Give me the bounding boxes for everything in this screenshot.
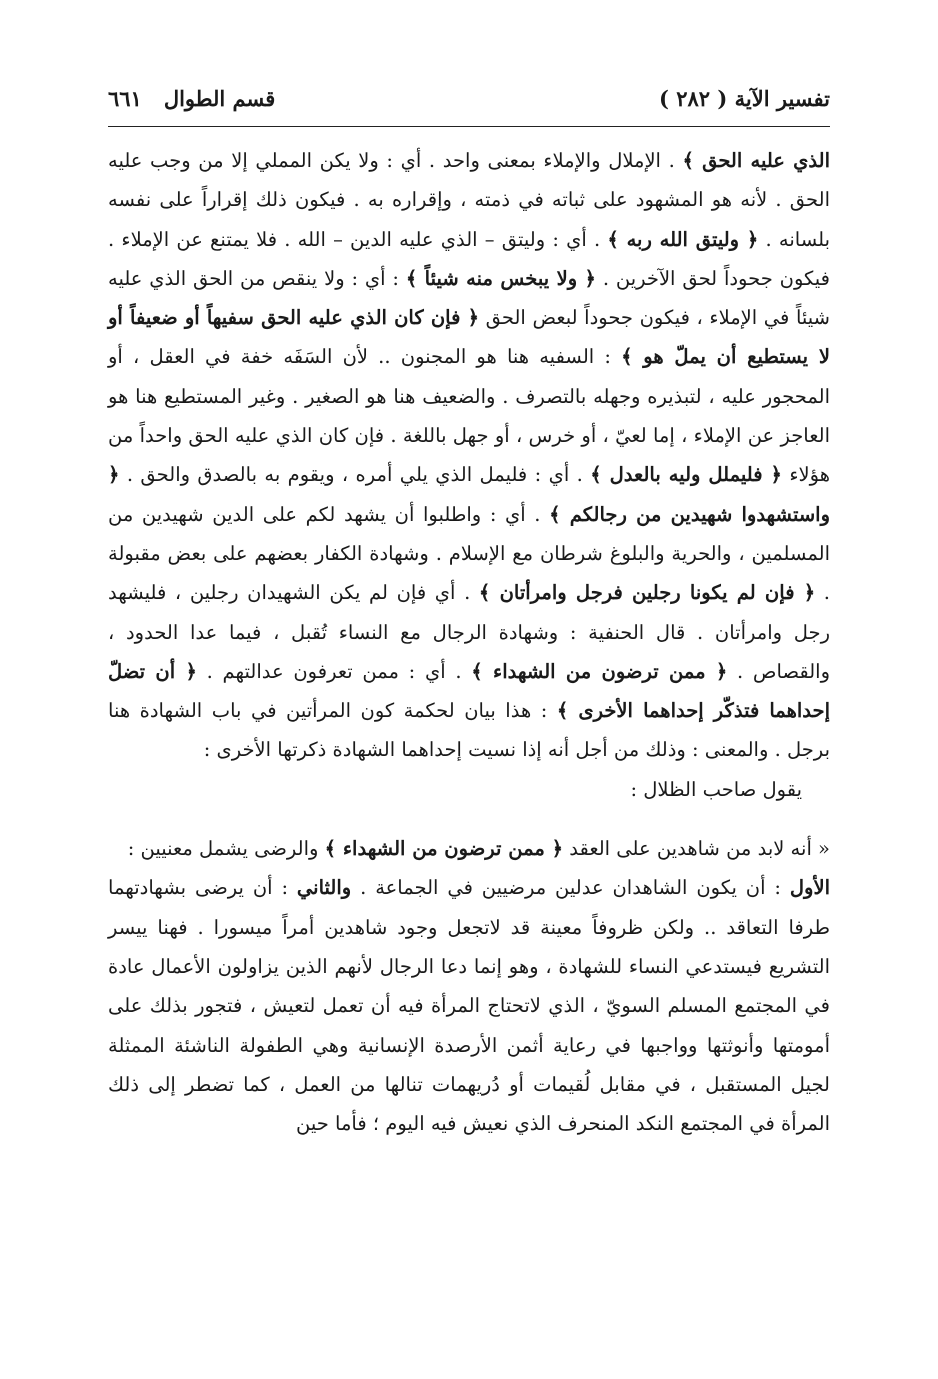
paragraph-2: يقول صاحب الظلال : [630, 777, 802, 801]
page-number: ٦٦١ [108, 86, 142, 111]
text-span: . أي : فليمل الذي يلي أمره ، ويقوم به بالصدق والحق . [119, 463, 591, 487]
bold-span: ﴿ ولا يبخس منه شيئاً ﴾ [405, 266, 596, 290]
chapter-title: تفسير الآية ( ٢٨٢ ) [658, 86, 830, 111]
bold-span: ﴿ فليملل وليه بالعدل ﴾ [590, 463, 782, 487]
paragraph-1 [108, 141, 830, 770]
header-left [108, 86, 275, 111]
section-title: قسم الطوال [163, 86, 276, 111]
text-span: والرضى يشمل معنيين : [127, 837, 325, 861]
quote-gap [108, 809, 830, 829]
text-span: : هذا بيان لحكمة كون المرأتين في باب الشهادة هنا برجل . والمعنى : وذلك من أجل أنه إذا نسيت إحداهما الشهادة ذكرتها الأخرى : [108, 699, 830, 762]
header-rule [108, 126, 830, 127]
text-span: . أي : وليتق – الذي عليه الدين – الله . فلا يمتنع عن الإملاء . فيكون جحوداً لحق الآخرين . [108, 227, 830, 290]
bold-span: ﴿ فإن لم يكونا رجلين فرجل وامرأتان ﴾ [478, 581, 816, 605]
text-span: . أي : ممن تعرفون عدالتهم . [196, 659, 472, 683]
paragraph-4 [108, 868, 830, 1143]
bold-span: ﴿ فإن كان الذي عليه الحق سفيهاً أو ضعيفاً أو لا يستطيع أن يملّ هو ﴾ [108, 306, 830, 369]
paragraph-3 [108, 829, 830, 868]
book-page [108, 86, 830, 1143]
bold-span: والثاني [296, 876, 352, 900]
text-span: . أي فإن لم يكن الشهيدان رجلين ، فليشهد رجل وامرأتان . قال الحنفية : وشهادة الرجال مع النساء تُقبل ، فيما عدا الحدود ، والقصاص . [108, 581, 830, 683]
text-span: . أي : واطلبوا أن يشهد لكم على الدين شهيدين من المسلمين ، والحرية والبلوغ شرطان مع الإسلام . وشهادة الكفار بعضهم على بعض مقبولة . [108, 502, 830, 605]
bold-span: ﴿ أن تضلّ إحداهما فتذكّر إحداهما الأخرى ﴾ [108, 659, 830, 723]
text-span: : أن يكون الشاهدان عدلين مرضيين في الجماعة . [351, 876, 790, 900]
text-span: : أي : ولا ينقص من الحق الذي عليه شيئاً في الإملاء ، فيكون جحوداً لبعض الحق [108, 266, 831, 330]
page-header [108, 86, 830, 124]
bold-span: ﴿ ممن ترضون من الشهداء ﴾ [324, 837, 564, 861]
text-span: « أنه لابد من شاهدين على العقد [563, 837, 830, 861]
bold-span: ﴿ وليتق الله ربه ﴾ [607, 227, 759, 251]
bold-span: ﴿ ممن ترضون من الشهداء ﴾ [471, 659, 728, 683]
bold-span: الأول [789, 876, 830, 900]
text-span: : السفيه هنا هو المجنون .. لأن السَفَه خفة في العقل ، أو المحجور عليه ، لتبذيره وجهله بالتصرف . والضعيف هنا هو الصغير . وغير المستطيع هنا هو العاجز عن الإملاء ، إما لعيّ ، أو خرس ، أو جهل باللغة . فإن كان الذي عليه الحق واحداً من هؤلاء [108, 345, 830, 487]
bold-span: الذي عليه الحق ﴾ [682, 149, 830, 172]
text-span: . الإملال والإملاء بمعنى واحد . أي : ولا يكن المملي إلا من وجب عليه الحق . لأنه هو المشهود على ثباته في ذمته ، وإقراره به . فيكون ذلك إقراراً على نفسه بلسانه . [108, 149, 831, 251]
bold-span: ﴿ واستشهدوا شهيدين من رجالكم ﴾ [108, 463, 831, 526]
text-span: : أن يرضى بشهادتهما طرفا التعاقد .. ولكن ظروفاً معينة قد لاتجعل وجود شاهدين أمراً ميسورا . فهنا ييسر التشريع فيستدعي النساء للشهادة ، وهو إنما دعا الرجال لأنهم الذين يزاولون الأعمال عادة في المجتمع المسلم السويّ ، الذي لاتحتاج المرأة فيه أن تعمل لتعيش ، فتجور بذلك على أمومتها وأنوثتها وواجبها في رعاية أثمن الأرصدة الإنسانية وهي الطفولة الناشئة الممثلة لجيل المستقبل ، في مقابل لُقيمات أو دُريهمات تنالها من العمل ، كما تضطر إلى ذلك المرأة في المجتمع النكد المنحرف الذي نعيش فيه اليوم ؛ فأما حين [108, 876, 830, 1136]
